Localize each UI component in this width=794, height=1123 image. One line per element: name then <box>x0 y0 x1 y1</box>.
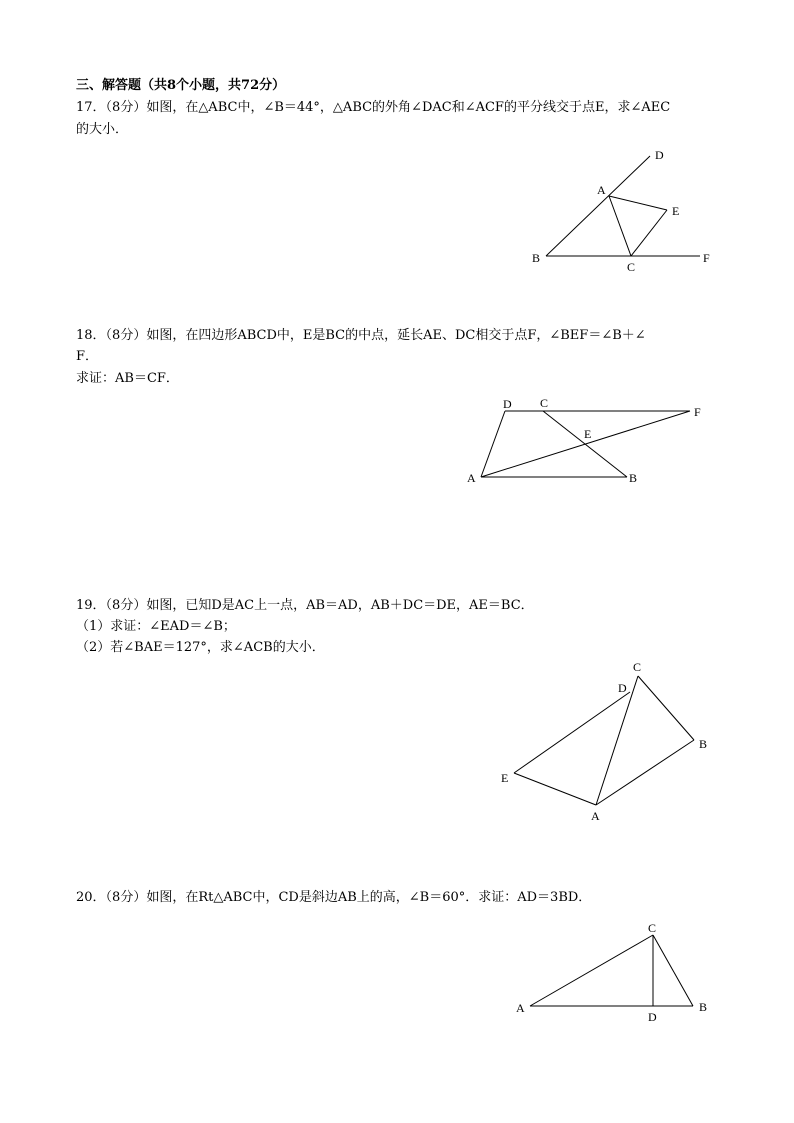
point-label-b: B <box>699 1000 708 1014</box>
problem-17-line-2: 的大小． <box>76 122 129 137</box>
point-label-c: C <box>633 660 642 674</box>
point-label-c: C <box>540 396 549 410</box>
point-label-a: A <box>597 183 606 197</box>
point-label-c: C <box>648 921 657 935</box>
point-label-f: F <box>703 251 710 265</box>
point-label-a: A <box>516 1001 525 1015</box>
point-label-d: D <box>655 148 664 162</box>
segment-cb <box>653 935 693 1006</box>
point-label-f: F <box>694 405 701 419</box>
point-label-e: E <box>501 771 509 785</box>
problem-20-line-1: 20．（8分）如图，在Rt△ABC中，CD是斜边AB上的高，∠B＝60°．求证：AD＝3BD． <box>76 890 592 905</box>
point-label-a: A <box>591 809 600 823</box>
problem-18-line-3: 求证：AB＝CF． <box>76 371 179 386</box>
point-label-d: D <box>618 681 627 695</box>
problem-18-line-1: 18．（8分）如图，在四边形ABCD中，E是BC的中点，延长AE、DC相交于点F，∠BEF＝∠B＋∠ <box>76 328 646 343</box>
point-label-d: D <box>648 1010 657 1024</box>
problem-19-line-3: （2）若∠BAE＝127°，求∠ACB的大小． <box>76 640 325 655</box>
problem-19-line-2: （1）求证：∠EAD＝∠B； <box>76 619 236 634</box>
point-label-a: A <box>467 471 476 485</box>
point-label-b: B <box>699 737 708 751</box>
section-title: 三、解答题（共8个小题，共72分） <box>76 78 286 93</box>
problem-18-line-2: F． <box>76 349 99 364</box>
point-label-b: B <box>532 251 541 265</box>
problem-19-line-1: 19．（8分）如图，已知D是AC上一点，AB＝AD，AB＋DC＝DE，AE＝BC． <box>76 598 534 613</box>
point-label-c: C <box>627 260 636 274</box>
point-label-d: D <box>503 397 512 411</box>
point-label-b: B <box>629 471 638 485</box>
point-label-e: E <box>584 427 592 441</box>
problem-17-line-1: 17．（8分）如图，在△ABC中，∠B＝44°，△ABC的外角∠DAC和∠ACF的平分线交于点E，求∠AEC <box>76 100 671 115</box>
point-label-e: E <box>672 204 680 218</box>
segment-ac <box>530 935 653 1006</box>
